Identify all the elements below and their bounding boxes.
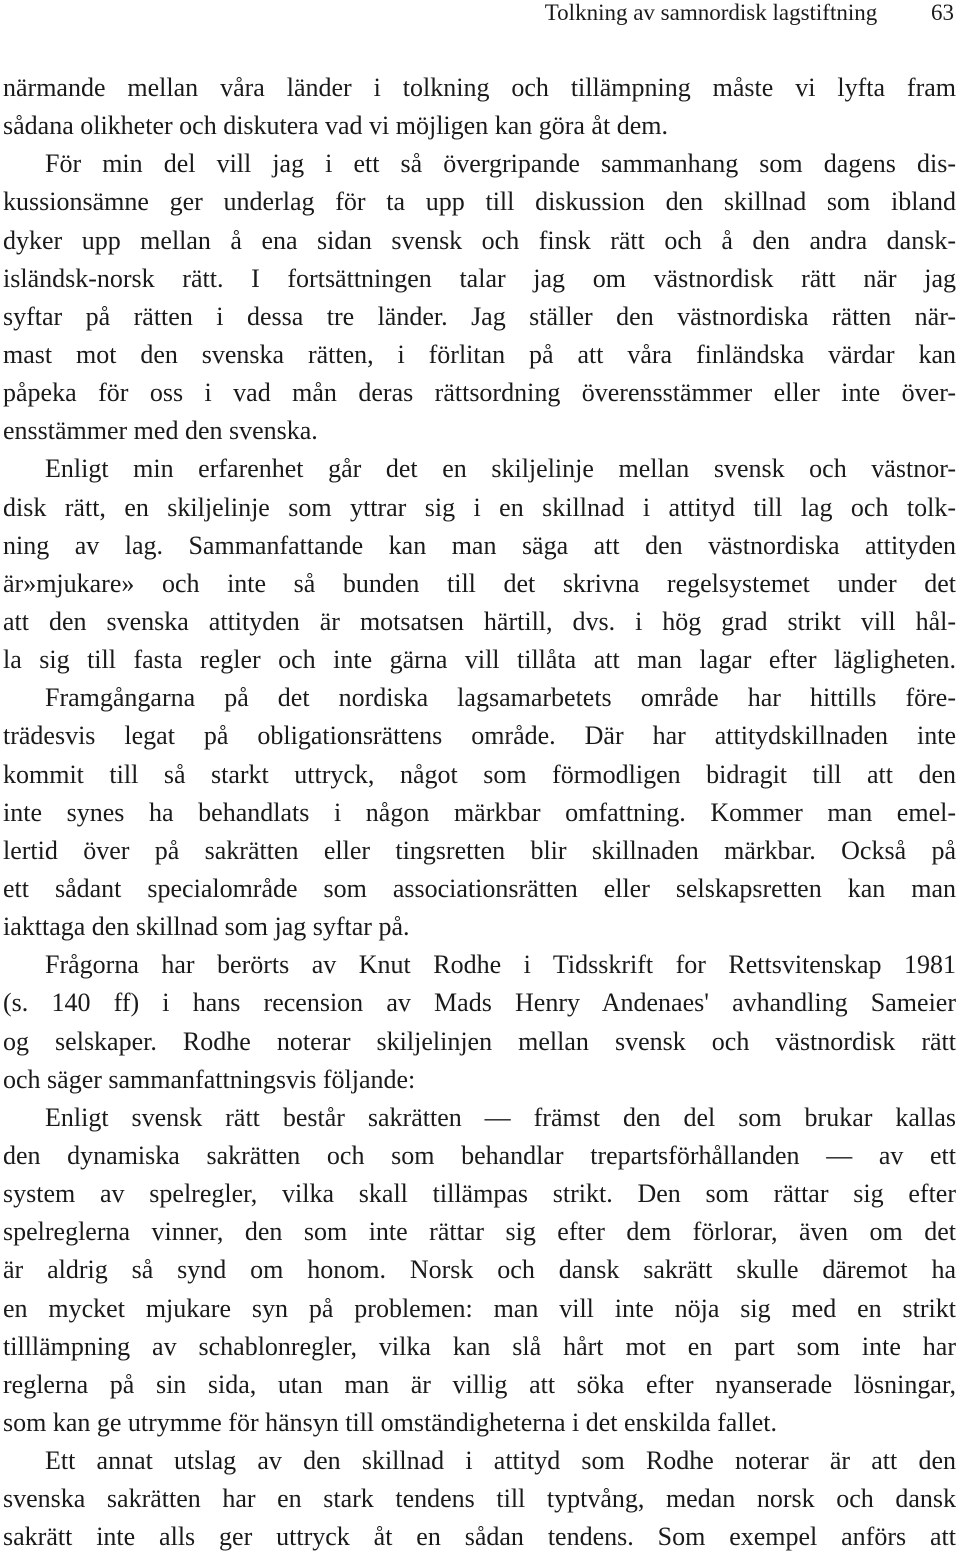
text-line: disk rätt, en skiljelinje som yttrar sig i en skillnad i attityd till lag och tolk- bbox=[3, 492, 956, 522]
text-line: Enligt svensk rätt består sakrätten — främst den del som brukar kallas bbox=[45, 1102, 956, 1132]
text-line: svenska sakrätten har en stark tendens till typtvång, medan norsk och dansk bbox=[3, 1484, 956, 1514]
text-line: inte synes ha behandlats i någon märkbar omfattning. Kommer man emel- bbox=[3, 797, 956, 827]
text-line: ensstämmer med den svenska. bbox=[3, 416, 318, 446]
text-line: (s. 140 ff) i hans recension av Mads Henry Andenaes' avhandling Sameier bbox=[3, 988, 956, 1018]
text-line: kommit till så starkt uttryck, något som förmodligen bidragit till att den bbox=[3, 759, 956, 789]
text-line: sådana olikheter och diskutera vad vi möjligen kan göra åt dem. bbox=[3, 111, 668, 141]
text-line: Ett annat utslag av den skillnad i attityd som Rodhe noterar är att den bbox=[45, 1446, 956, 1476]
text-line: og selskaper. Rodhe noterar skiljelinjen mellan svensk och västnordisk rätt bbox=[3, 1026, 956, 1056]
text-line: iakttaga den skillnad som jag syftar på. bbox=[3, 912, 410, 942]
text-line: spelreglerna vinner, den som inte rättar sig efter dem förlorar, även om det bbox=[3, 1217, 956, 1247]
text-line: ett sådant specialområde som associationsrätten eller selskapsretten kan man bbox=[3, 873, 956, 903]
text-line: mast mot den svenska rätten, i förlitan på att våra finländska värdar kan bbox=[3, 339, 956, 369]
text-line: trädesvis legat på obligationsrättens område. Där har attitydskillnaden inte bbox=[3, 721, 956, 751]
text-line: och säger sammanfattningsvis följande: bbox=[3, 1064, 416, 1094]
text-line: lertid över på sakrätten eller tingsretten blir skillnaden märkbar. Också på bbox=[3, 835, 956, 865]
text-line: närmande mellan våra länder i tolkning och tillämpning måste vi lyfta fram bbox=[3, 73, 956, 102]
text-line: reglerna på sin sida, utan man är villig att söka efter nyanserade lösningar, bbox=[3, 1369, 956, 1399]
text-line: som kan ge utrymme för hänsyn till omständigheterna i det enskilda fallet. bbox=[3, 1407, 778, 1437]
text-line: är»mjukare» och inte så bunden till det skrivna regelsystemet under det bbox=[3, 568, 956, 598]
text-line: kussionsämne ger underlag för ta upp till diskussion den skillnad som ibland bbox=[3, 187, 956, 217]
text-line: Framgångarna på det nordiska lagsamarbetets område har hittills före- bbox=[45, 683, 956, 713]
text-line: syftar på rätten i dessa tre länder. Jag ställer den västnordiska rätten när- bbox=[3, 301, 956, 331]
text-line: la sig till fasta regler och inte gärna vill tillåta att man lagar efter lägligheten. bbox=[3, 645, 956, 675]
text-line: ning av lag. Sammanfattande kan man säga att den västnordiska attityden bbox=[3, 530, 956, 560]
text-line: att den svenska attityden är motsatsen härtill, dvs. i hög grad strikt vill hål- bbox=[3, 606, 956, 636]
page-number: 63 bbox=[931, 0, 954, 25]
text-line: Enligt min erfarenhet går det en skiljelinje mellan svensk och västnor- bbox=[45, 454, 956, 484]
running-header bbox=[545, 0, 954, 26]
body-text bbox=[3, 69, 956, 1556]
text-line: sakrätt inte alls ger uttryck åt en sådan tendens. Som exempel anförs att bbox=[3, 1522, 956, 1552]
text-line: tilllämpning av schablonregler, vilka kan slå hårt mot en part som inte har bbox=[3, 1331, 956, 1361]
text-line: påpeka för oss i vad mån deras rättsordning överensstämmer eller inte över- bbox=[3, 378, 956, 408]
text-line: är aldrig så synd om honom. Norsk och dansk sakrätt skulle däremot ha bbox=[3, 1255, 956, 1285]
text-line: system av spelregler, vilka skall tillämpas strikt. Den som rättar sig efter bbox=[3, 1179, 956, 1209]
text-line: dyker upp mellan å ena sidan svensk och finsk rätt och å den andra dansk- bbox=[3, 225, 956, 255]
text-line: isländsk-norsk rätt. I fortsättningen talar jag om västnordisk rätt när jag bbox=[3, 263, 956, 293]
text-line: en mycket mjukare syn på problemen: man vill inte nöja sig med en strikt bbox=[3, 1293, 956, 1323]
running-title: Tolkning av samnordisk lagstiftning bbox=[544, 0, 878, 25]
text-line: Frågorna har berörts av Knut Rodhe i Tidsskrift for Rettsvitenskap 1981 bbox=[45, 950, 956, 980]
text-line: För min del vill jag i ett så övergripande sammanhang som dagens dis- bbox=[45, 149, 956, 179]
text-line: den dynamiska sakrätten och som behandlar trepartsförhållanden — av ett bbox=[3, 1140, 956, 1170]
